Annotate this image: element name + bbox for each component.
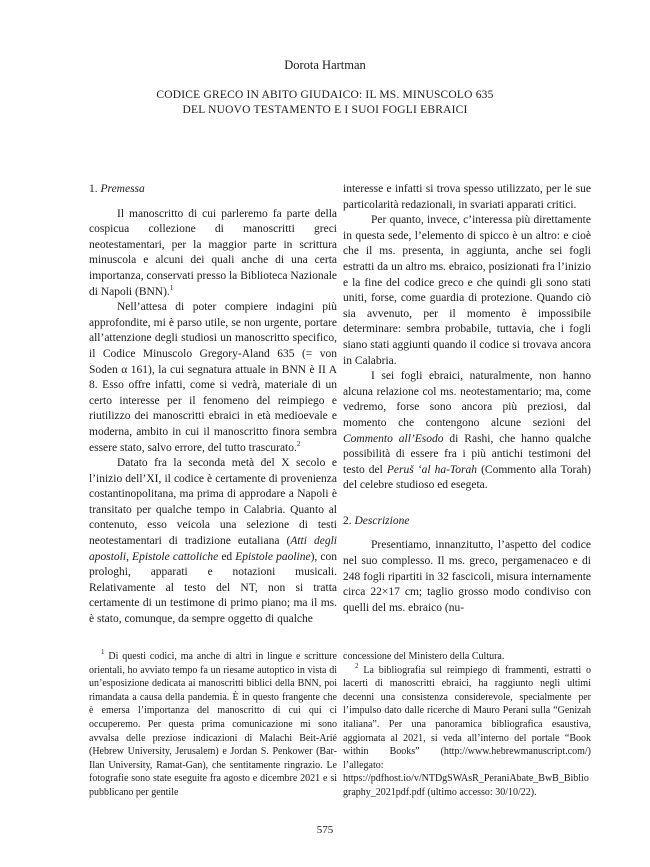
right-column <box>343 182 591 616</box>
footnote-number: 2 <box>355 661 359 670</box>
section-number: 2. <box>343 514 355 527</box>
section-heading-descrizione <box>343 514 591 530</box>
title-line-2: DEL NUOVO TESTAMENTO E I SUOI FOGLI EBRAICI <box>182 104 468 116</box>
section-number: 1. <box>89 183 101 195</box>
paragraph: I sei fogli ebraici, naturalmente, non hanno alcuna relazione col ms. neotestamentario; ma, come vedremo, forse sono ancora più preziosi, dal momento che contengono alcune sezioni del Commento all’Esodo di Rashi, che hanno qualche possibilità di essere fra i più antichi testimoni del testo del Peruš ‘al ha-Torah (Commento alla Torah) del celebre studioso ed esegeta. <box>343 370 591 492</box>
footnotes-right <box>343 650 591 800</box>
paragraph: Per quanto, invece, c’interessa più direttamente in questa sede, l’elemento di spicco è un altro: e cioè che il ms. presenta, in aggiunta, anche sei fogli estratti da un altro ms. ebraico, posizionati fra l’inizio e la fine del codice greco e che quindi gli sono stati uniti, forse, come guardia di protezione. Quando ciò sia avvenuto, per il momento è impossibile determinare: sembra probabile, tuttavia, che i fogli siano stati aggiunti quando il codice si trovava ancora in Calabria. <box>343 214 591 367</box>
section-heading-premessa <box>89 182 337 198</box>
paragraph: Il manoscritto di cui parleremo fa parte della cospicua collezione di manoscritti greci neotestamentari, per la maggior parte in scrittura minuscola e alcuni dei quali anche di una certa importanza, conservati presso la Biblioteca Nazionale di Napoli (BNN).$^1$ <box>89 207 337 298</box>
paragraph: Nell’attesa di poter compiere indagini più approfondite, mi è parso utile, se non urgente, portare all’attenzione degli studiosi un manoscritto specifico, il Codice Minuscolo Gregory-Aland 635 (= von Soden α 161), la cui segnatura attuale in BNN è II A 8. Esso offre infatti, come si vedrà, materiale di un certo interesse per il fenomeno del reimpiego e riutilizzo dei manoscritti ebraici in età medioevale e moderna, ambito in cui il manoscritto finora sembra essere stato, salvo errore, del tutto trascurato.$^2$ <box>89 301 337 454</box>
paragraph: Presentiamo, innanzitutto, l’aspetto del codice nel suo complesso. Il ms. greco, pergamenaceo e di 248 fogli ripartiti in 32 fascicoli, misura internamente circa 22×17 cm; taglio grosso modo condiviso con quelli del ms. ebraico (nu- <box>343 539 591 614</box>
footnotes-left <box>89 650 337 800</box>
footnote-1: $^1$ Di questi codici, ma anche di altri in lingue e scritture orientali, ho avviato tempo fa un riesame autoptico in vista di un’esposizione dedicata ai manoscritti biblici della BNN, poi rimandata a causa della pandemia. È in questo frangente che è emersa l’importanza del manoscritto di cui qui ci occuperemo. Per questa prima comunicazione mi sono avvalsa delle preziose indicazioni di Malachi Beit-Arié (Hebrew University, Jerusalem) e Jordan S. Penkower (Bar-Ilan University, Ramat-Gan), che sentitamente ringrazio. Le fotografie sono state eseguite fra agosto e dicembre 2021 e si pubblicano per gentile <box>89 648 337 798</box>
left-column <box>89 182 337 628</box>
section-title: Premessa <box>100 183 145 195</box>
paragraph: Datato fra la seconda metà del X secolo e l’inizio dell’XI, il codice è certamente di provenienza costantinopolitana, ma prima di approdare a Napoli è transitato per qualche tempo in Calabria. Quanto al contenuto, esso veicola una selezione di testi neotestamentari di tradizione eutaliana (Atti degli apostoli, Epistole cattoliche ed Epistole paoline), con prologhi, apparati e notazioni musicali. Relativamente al testo del NT, non si tratta certamente di un testimone di primo piano; ma il ms. è stato, comunque, da sempre oggetto di qualche <box>89 457 337 626</box>
footnote-ref: 1 <box>169 283 174 292</box>
paragraph-continued: interesse e infatti si trova spesso utilizzato, per le sue particolarità redazionali, in svariati apparati critici. <box>343 183 591 211</box>
footnote-2: $^2$ La bibliografia sul reimpiego di frammenti, estratti o lacerti di manoscritti ebraici, ha raggiunto negli ultimi decenni una consistenza considerevole, specialmente per l’impulso dato dalle ricerche di Mauro Perani sulla “Genizah italiana”. Per una panoramica bibliografica esaustiva, aggiornata al 2021, si veda all’interno del portale “Book within Books” (http://www.hebrewmanuscript.com/) l’allegato: https://pdfhost.io/v/NTDgSWAsR_PeraniAbate_BwB_Bibliography_2021pdf.pdf (ultimo accesso: 30/10/22). <box>343 661 591 798</box>
page-number: 575 <box>316 824 334 836</box>
footnote-number: 1 <box>101 648 105 656</box>
title-line-1: CODICE GRECO IN ABITO GIUDAICO: IL MS. MINUSCOLO 635 <box>156 89 494 101</box>
article-title <box>130 88 520 118</box>
author-name: Dorota Hartman <box>284 58 366 72</box>
footnote-1-continued: concessione del Ministero della Cultura. <box>343 651 505 662</box>
section-title: Descrizione <box>354 514 410 527</box>
footnote-ref: 2 <box>296 439 301 448</box>
